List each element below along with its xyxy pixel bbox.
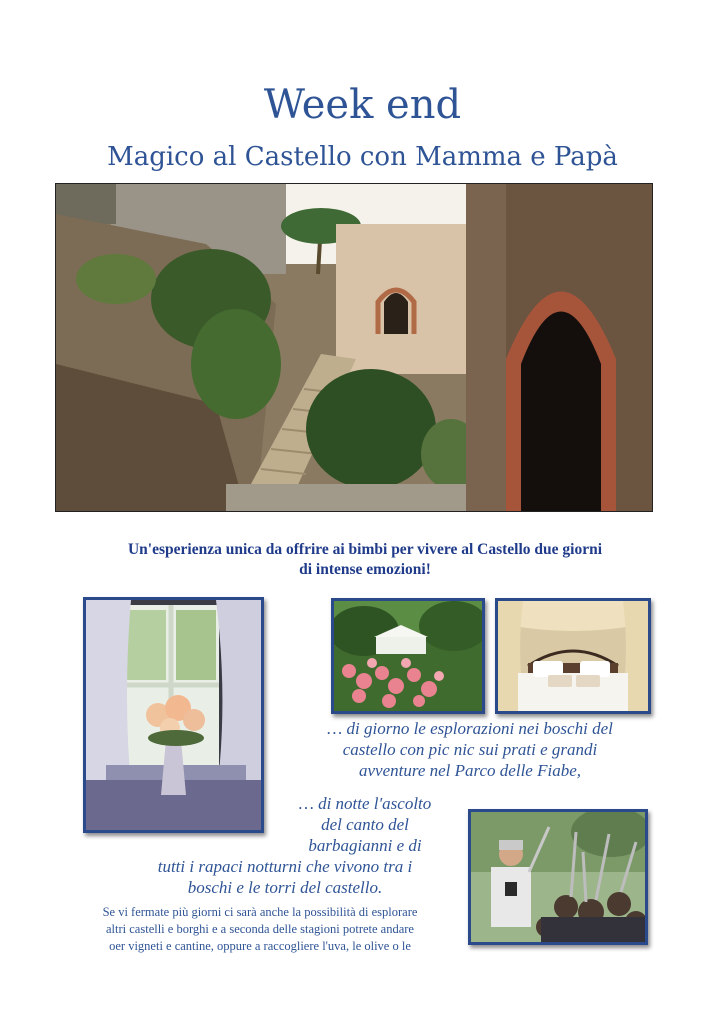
day-line-3: avventure nel Parco delle Fiabe, [358,761,581,780]
night-line-1: … di notte l'ascolto [298,794,432,813]
castle-courtyard-photo [55,183,653,512]
daytime-activities-text [290,718,650,781]
canopy-bed-photo [495,598,651,714]
night-text-bottom [110,856,460,898]
knights-swords-photo [468,809,648,945]
extra-line-3: oer vigneti e cantine, oppure a raccogliere l'uva, le olive o le [109,939,411,953]
night-line-4: tutti i rapaci notturni che vivono tra i [157,857,413,876]
extra-line-2: altri castelli e borghi e a seconda delle stagioni potrete andare [106,922,414,936]
page-title: Week end [263,82,462,128]
tagline-line-2: di intense emozioni! [299,561,431,578]
day-line-1: … di giorno le esplorazioni nei boschi del [327,719,613,738]
page-subtitle: Magico al Castello con Mamma e Papà [107,142,618,172]
night-line-5: boschi e le torri del castello. [187,878,383,897]
night-text-top [270,793,460,856]
window-flowers-photo [83,597,264,833]
tagline [70,540,660,580]
extra-line-1: Se vi fermate più giorni ci sarà anche la possibilità di esplorare [102,905,418,919]
day-line-2: castello con pic nic sui prati e grandi [342,740,598,759]
tagline-line-1: Un'esperienza unica da offrire ai bimbi per vivere al Castello due giorni [127,541,602,558]
night-line-2: del canto del [321,815,409,834]
night-line-3: barbagianni e di [308,836,422,855]
extra-days-text [60,904,460,955]
garden-roses-photo [331,598,485,714]
